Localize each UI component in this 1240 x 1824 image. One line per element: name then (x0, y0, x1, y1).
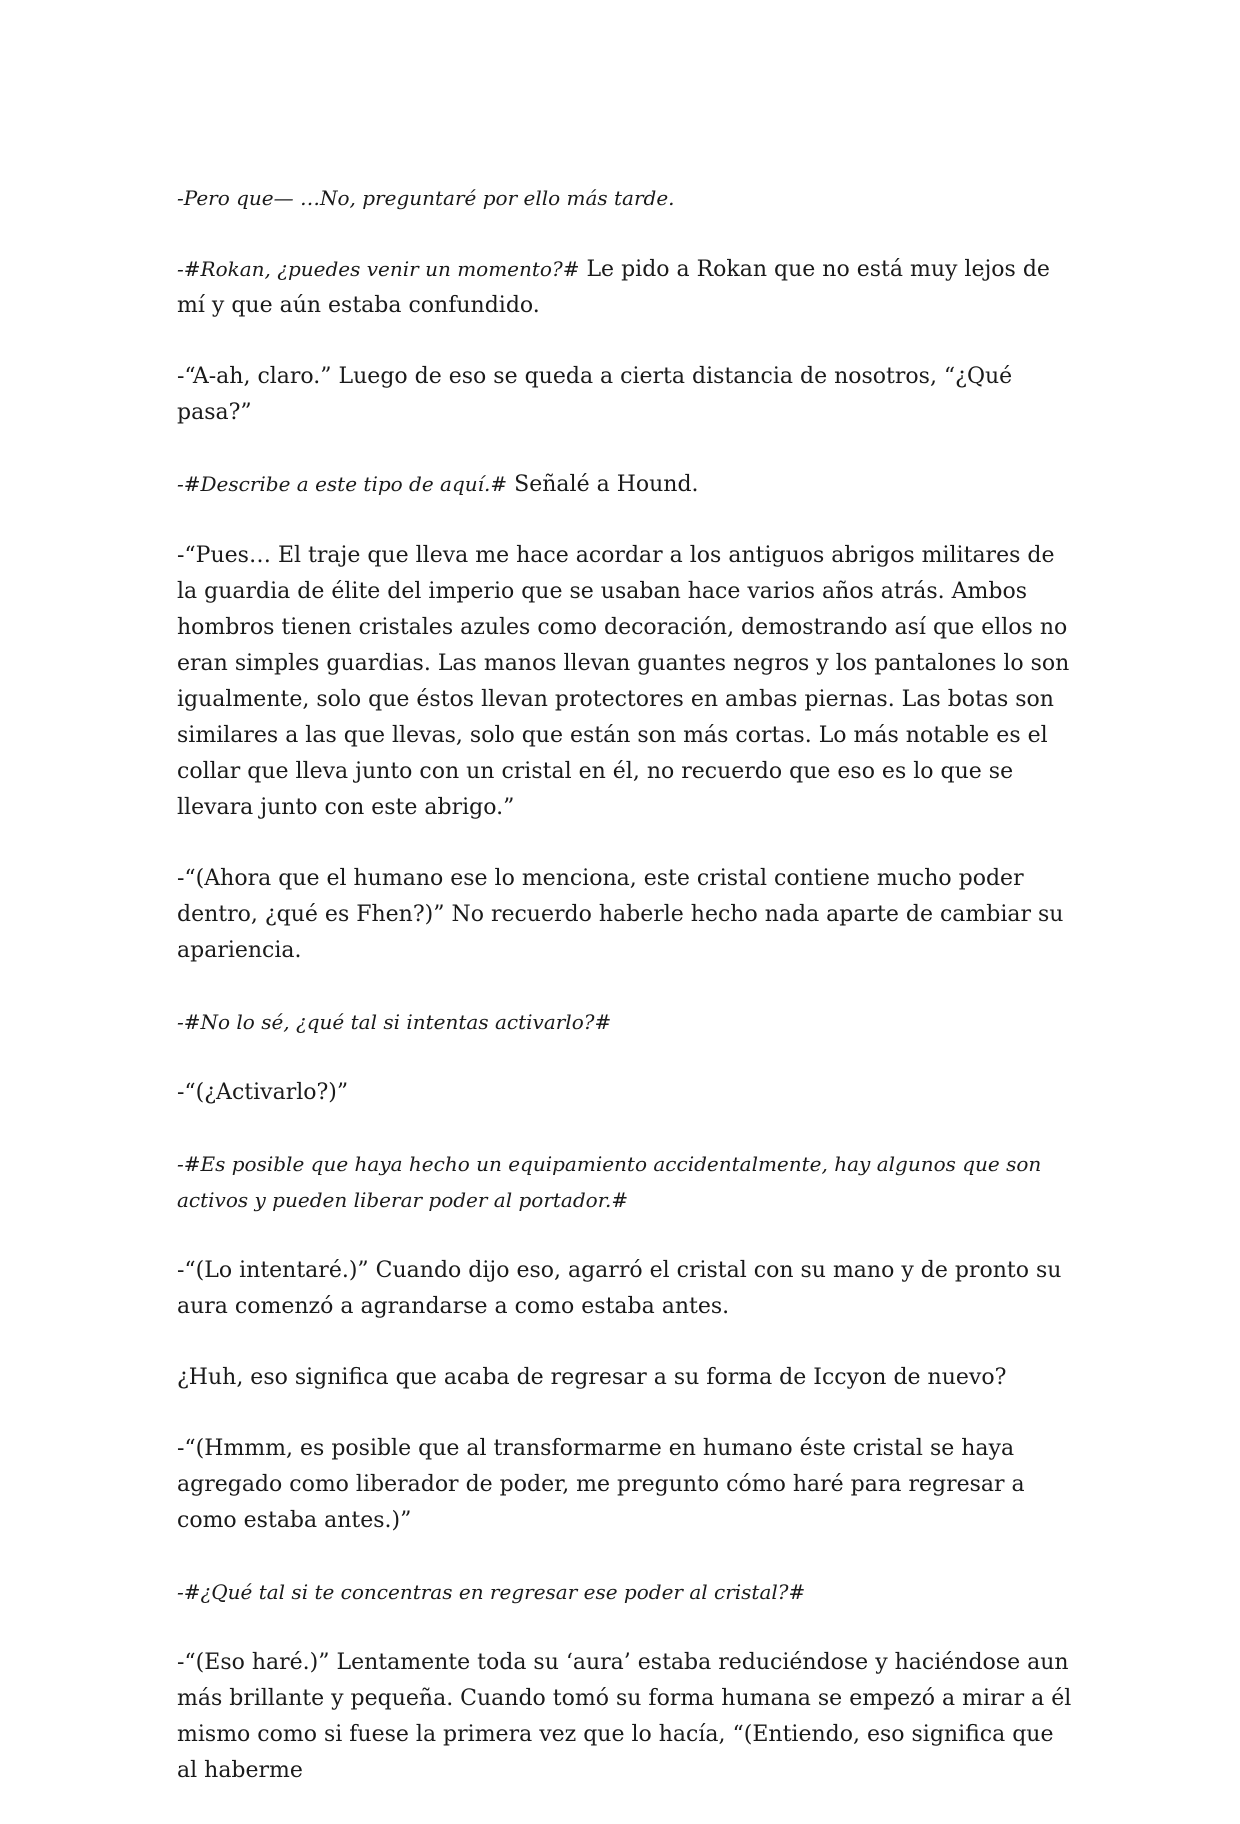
paragraph-14: -“(Eso haré.)” Lentamente toda su ‘aura’ estaba reduciéndose y haciéndose aun más brillante y pequeña. Cuando tomó su forma humana se empezó a mirar a él mismo como si fuese la primera vez que lo hacía, “(Entiendo, eso significa que al haberme (177, 1650, 1072, 1783)
paragraph-7: -#No lo sé, ¿qué tal si intentas activarlo?# (177, 1010, 612, 1034)
paragraph-4 (177, 466, 1077, 503)
paragraph-13: -#¿Qué tal si te concentras en regresar ese poder al cristal?# (177, 1580, 806, 1604)
paragraph-11: ¿Huh, eso significa que acaba de regresar a su forma de Iccyon de nuevo? (177, 1365, 1007, 1390)
paragraph-4-text: Señalé a Hound. (507, 472, 699, 497)
paragraph-3: -“A-ah, claro.” Luego de eso se queda a cierta distancia de nosotros, “¿Qué pasa?” (177, 364, 1013, 425)
paragraph-2-text: Le pido a Rokan que no está muy lejos de mí y que aún estaba confundido. (177, 257, 1050, 318)
paragraph-2 (177, 251, 1077, 324)
document-body (177, 180, 1077, 1824)
paragraph-9: -#Es posible que haya hecho un equipamiento accidentalmente, hay algunos que son activos y pueden liberar poder al portador.# (177, 1152, 1042, 1212)
paragraph-2-italic: -#Rokan, ¿puedes venir un momento?# (177, 257, 580, 281)
paragraph-12: -“(Hmmm, es posible que al transformarme en humano éste cristal se haya agregado como liberador de poder, me pregunto cómo haré para regresar a como estaba antes.)” (177, 1436, 1025, 1533)
paragraph-8: -“(¿Activarlo?)” (177, 1080, 349, 1105)
paragraph-1: -Pero que— …No, preguntaré por ello más tarde. (177, 186, 675, 210)
paragraph-4-italic: -#Describe a este tipo de aquí.# (177, 472, 508, 496)
paragraph-6: -“(Ahora que el humano ese lo menciona, este cristal contiene mucho poder dentro, ¿qué es Fhen?)” No recuerdo haberle hecho nada aparte de cambiar su apariencia. (177, 866, 1064, 963)
paragraph-5: -“Pues… El traje que lleva me hace acordar a los antiguos abrigos militares de la guardia de élite del imperio que se usaban hace varios años atrás. Ambos hombros tienen cristales azules como decoración, demostrando así que ellos no eran simples guardias. Las manos llevan guantes negros y los pantalones lo son igualmente, solo que éstos llevan protectores en ambas piernas. Las botas son similares a las que llevas, solo que están son más cortas. Lo más notable es el collar que lleva junto con un cristal en él, no recuerdo que eso es lo que se llevara junto con este abrigo.” (177, 543, 1070, 820)
paragraph-10: -“(Lo intentaré.)” Cuando dijo eso, agarró el cristal con su mano y de pronto su aura comenzó a agrandarse a como estaba antes. (177, 1258, 1062, 1319)
